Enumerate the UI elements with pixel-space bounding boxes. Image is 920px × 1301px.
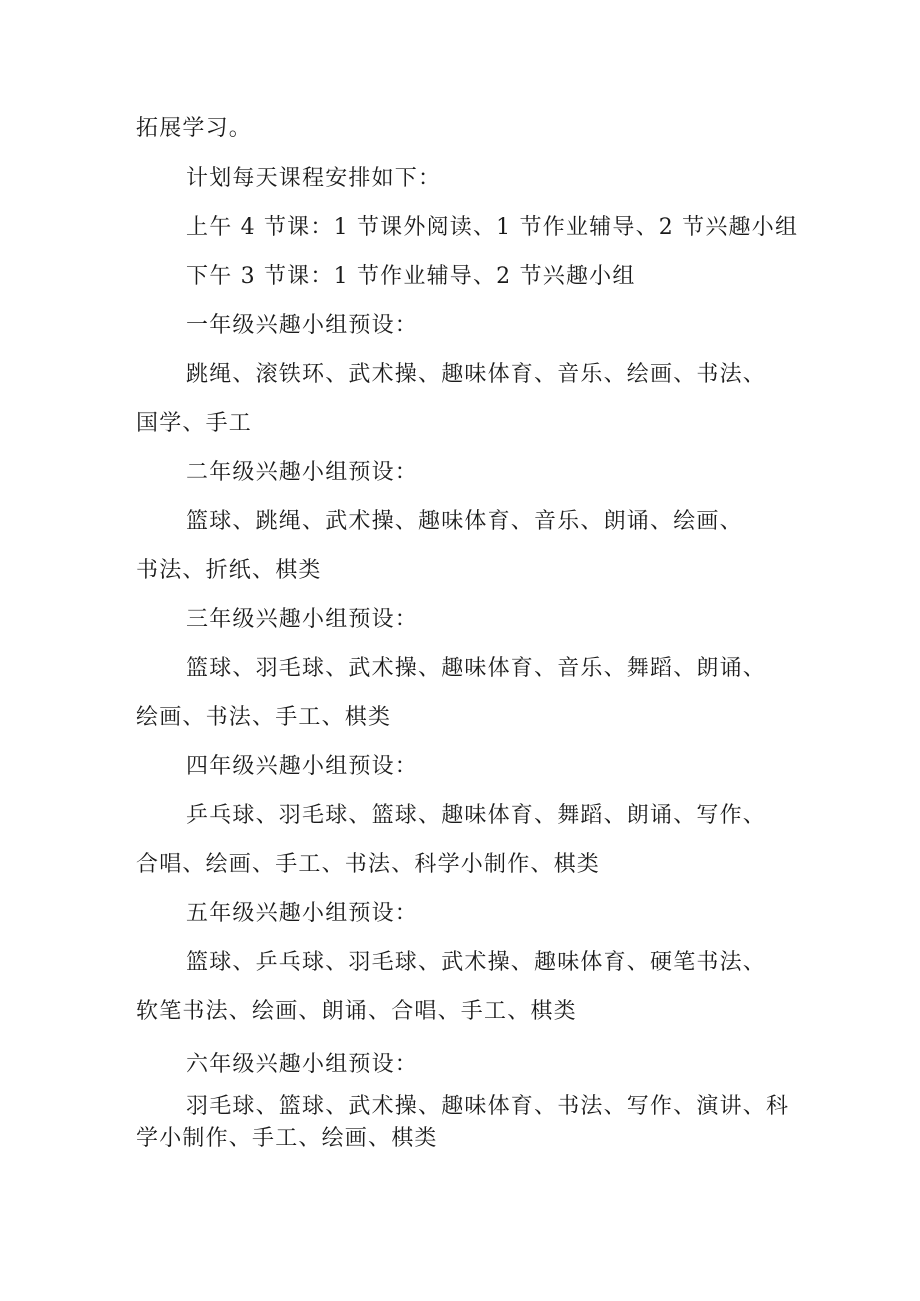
paragraph-line: 拓展学习。 <box>136 116 253 141</box>
paragraph-line: 乒乓球、羽毛球、篮球、趣味体育、舞蹈、朗诵、写作、 <box>186 803 767 828</box>
section-heading: 一年级兴趣小组预设： <box>186 313 419 338</box>
section-heading: 三年级兴趣小组预设： <box>186 607 419 632</box>
paragraph-line: 下午 3 节课：1 节作业辅导、2 节兴趣小组 <box>186 264 636 289</box>
section-heading: 五年级兴趣小组预设： <box>186 901 419 926</box>
paragraph-line: 跳绳、滚铁环、武术操、趣味体育、音乐、绘画、书法、 <box>186 362 767 387</box>
paragraph-line: 篮球、跳绳、武术操、趣味体育、音乐、朗诵、绘画、 <box>186 509 743 534</box>
paragraph-line: 合唱、绘画、手工、书法、科学小制作、棋类 <box>136 852 601 877</box>
paragraph-line: 篮球、乒乓球、羽毛球、武术操、趣味体育、硬笔书法、 <box>186 950 767 975</box>
paragraph-line: 学小制作、手工、绘画、棋类 <box>136 1126 438 1151</box>
section-heading: 六年级兴趣小组预设： <box>186 1052 419 1077</box>
paragraph-line: 国学、手工 <box>136 411 253 436</box>
paragraph-line: 书法、折纸、棋类 <box>136 558 322 583</box>
paragraph-line: 计划每天课程安排如下： <box>186 166 442 191</box>
paragraph-line: 绘画、书法、手工、棋类 <box>136 705 392 730</box>
paragraph-line: 篮球、羽毛球、武术操、趣味体育、音乐、舞蹈、朗诵、 <box>186 656 767 681</box>
section-heading: 二年级兴趣小组预设： <box>186 460 419 485</box>
section-heading: 四年级兴趣小组预设： <box>186 754 419 779</box>
paragraph-line: 羽毛球、篮球、武术操、趣味体育、书法、写作、演讲、科 <box>186 1094 790 1119</box>
paragraph-line: 上午 4 节课：1 节课外阅读、1 节作业辅导、2 节兴趣小组 <box>186 215 799 240</box>
paragraph-line: 软笔书法、绘画、朗诵、合唱、手工、棋类 <box>136 999 577 1024</box>
